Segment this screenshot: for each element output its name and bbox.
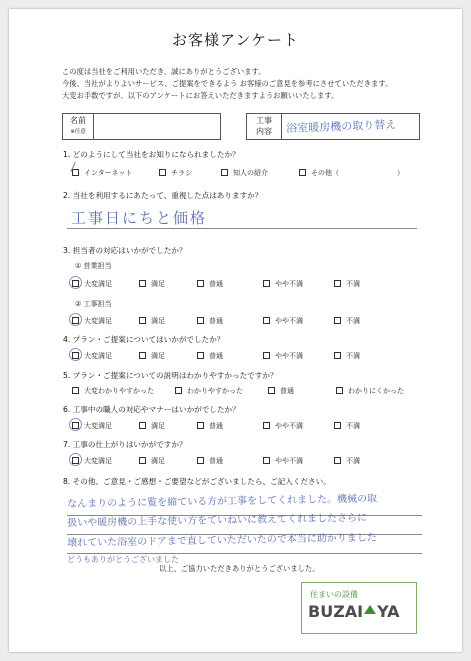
q2-answer-handwriting: 工事日にちと価格 bbox=[71, 209, 208, 227]
scale-option: 大変満足 bbox=[72, 351, 112, 361]
scale-option: 普通 bbox=[197, 279, 223, 289]
q8-answer-line-4: どうもありがとうございました bbox=[67, 555, 179, 564]
scale-option: 大変満足 bbox=[72, 316, 112, 326]
checkbox[interactable] bbox=[334, 352, 341, 359]
checkbox[interactable] bbox=[263, 280, 270, 287]
question-4: 4. プラン・ご提案についてはいかがでしたか？ bbox=[63, 335, 225, 344]
checkbox[interactable] bbox=[197, 352, 204, 359]
checkbox[interactable] bbox=[139, 352, 146, 359]
checkbox[interactable] bbox=[175, 387, 182, 394]
checkbox[interactable] bbox=[221, 169, 228, 176]
checkbox[interactable] bbox=[72, 387, 79, 394]
scale-option: 普通 bbox=[197, 351, 223, 361]
checkbox[interactable] bbox=[139, 317, 146, 324]
checkbox[interactable] bbox=[159, 169, 166, 176]
scale-option: 満足 bbox=[139, 279, 165, 289]
scale-option: やや不満 bbox=[263, 351, 303, 361]
q3-sub2: ② 工事担当 bbox=[75, 300, 112, 308]
checkbox[interactable] bbox=[263, 457, 270, 464]
scale-option: 不満 bbox=[334, 316, 360, 326]
checkbox[interactable] bbox=[139, 422, 146, 429]
checkbox[interactable] bbox=[268, 387, 275, 394]
page-title: お客様アンケート bbox=[171, 31, 300, 49]
scale-option: 大変満足 bbox=[72, 456, 112, 466]
work-content-handwriting: 浴室暖房機の取り替え bbox=[286, 118, 397, 135]
intro-line-2: 今後、当社がよりよいサービス、ご提案をできるよう お客様のご意見を参考にさせていただきます。 bbox=[62, 79, 393, 88]
checkbox[interactable] bbox=[299, 169, 306, 176]
q2-answer-line bbox=[67, 228, 417, 229]
question-8: 8. その他、ご意見・ご感想・ご要望などがございましたら、ご記入ください。 bbox=[63, 477, 331, 486]
question-6: 6. 工事中の職人の対応やマナーはいかがでしたか？ bbox=[63, 405, 240, 414]
scale-option: やや不満 bbox=[263, 316, 303, 326]
survey-sheet bbox=[9, 9, 462, 652]
checkbox[interactable] bbox=[197, 280, 204, 287]
intro-line-3: 大変お手数ですが、以下のアンケートにお答えいただきますようお願いいたします。 bbox=[62, 91, 339, 100]
answer-circle bbox=[69, 418, 82, 431]
question-1: 1. どのようにして当社をお知りになられましたか？ bbox=[63, 150, 240, 159]
q5-option-very-clear: 大変わかりやすかった bbox=[72, 386, 154, 396]
question-2: 2. 当社を利用するにあたって、重視した点はありますか？ bbox=[63, 191, 263, 200]
scale-option: 大変満足 bbox=[72, 279, 112, 289]
scale-option: 不満 bbox=[334, 421, 360, 431]
q1-option-flyer: チラシ bbox=[159, 168, 192, 178]
name-label: 名前 bbox=[70, 116, 86, 125]
q1-option-other-close: ） bbox=[397, 169, 404, 177]
checkbox[interactable] bbox=[334, 317, 341, 324]
scale-option: 普通 bbox=[197, 316, 223, 326]
q5-option-normal: 普通 bbox=[268, 386, 294, 396]
closing-text: 以上、ご協力いただきありがとうございました。 bbox=[159, 564, 320, 573]
q8-answer-line-1: なんまりのように覧を縮ている方が工事をしてくれました。機械の取 bbox=[67, 493, 378, 510]
name-note: ※任意 bbox=[70, 129, 86, 135]
q1-option-other: その他（ bbox=[299, 168, 339, 178]
intro-line-1: この度は当社をご利用いただき、誠にありがとうございます。 bbox=[62, 67, 266, 76]
scale-option: 満足 bbox=[139, 316, 165, 326]
scale-option: 不満 bbox=[334, 351, 360, 361]
q8-answer-line-2: 扱いや暖房機の上手な使い方をていねいに教えてくれましたさらに bbox=[67, 512, 368, 529]
scale-option: 大変満足 bbox=[72, 421, 112, 431]
logo-name: BUZAI YA bbox=[308, 602, 400, 621]
house-icon bbox=[364, 605, 376, 614]
scale-option: 満足 bbox=[139, 421, 165, 431]
checkbox[interactable] bbox=[197, 422, 204, 429]
scale-option: 満足 bbox=[139, 456, 165, 466]
checkbox[interactable] bbox=[263, 422, 270, 429]
checkbox[interactable] bbox=[334, 457, 341, 464]
q1-option-referral: 知人の紹介 bbox=[221, 168, 268, 178]
scale-option: 普通 bbox=[197, 456, 223, 466]
checkbox[interactable] bbox=[334, 280, 341, 287]
scale-option: やや不満 bbox=[263, 279, 303, 289]
checkbox[interactable] bbox=[139, 457, 146, 464]
question-3: 3. 担当者の対応はいかがでしたか？ bbox=[63, 246, 187, 255]
company-logo bbox=[301, 582, 417, 634]
checkbox[interactable] bbox=[263, 352, 270, 359]
q1-option-internet: インターネット bbox=[72, 168, 132, 178]
checkbox[interactable] bbox=[336, 387, 343, 394]
q5-option-unclear: わかりにくかった bbox=[336, 386, 404, 396]
scale-option: 普通 bbox=[197, 421, 223, 431]
scale-option: やや不満 bbox=[263, 421, 303, 431]
q3-sub1: ① 営業担当 bbox=[75, 262, 112, 270]
question-7: 7. 工事の仕上がりはいかがですか？ bbox=[63, 440, 187, 449]
checkbox[interactable] bbox=[139, 280, 146, 287]
check-mark-icon: / bbox=[70, 159, 77, 175]
q5-option-clear: わかりやすかった bbox=[175, 386, 243, 396]
checkbox[interactable] bbox=[197, 457, 204, 464]
scale-option: 不満 bbox=[334, 456, 360, 466]
answer-circle bbox=[69, 276, 82, 289]
work-label-1: 工事 bbox=[256, 116, 272, 125]
answer-circle bbox=[69, 313, 82, 326]
work-label-2: 内容 bbox=[256, 127, 272, 136]
checkbox[interactable] bbox=[197, 317, 204, 324]
scale-option: やや不満 bbox=[263, 456, 303, 466]
question-5: 5. プラン・ご提案についての説明はわかりやすかったですか？ bbox=[63, 371, 278, 380]
answer-circle bbox=[69, 348, 82, 361]
checkbox[interactable] bbox=[334, 422, 341, 429]
scale-option: 不満 bbox=[334, 279, 360, 289]
checkbox[interactable] bbox=[263, 317, 270, 324]
answer-circle bbox=[69, 453, 82, 466]
scale-option: 満足 bbox=[139, 351, 165, 361]
q8-answer-line-3: 壊れていた浴室のドアまで直していただいたので本当に助かりました bbox=[67, 532, 377, 549]
logo-tagline: 住まいの設備 bbox=[310, 590, 358, 599]
